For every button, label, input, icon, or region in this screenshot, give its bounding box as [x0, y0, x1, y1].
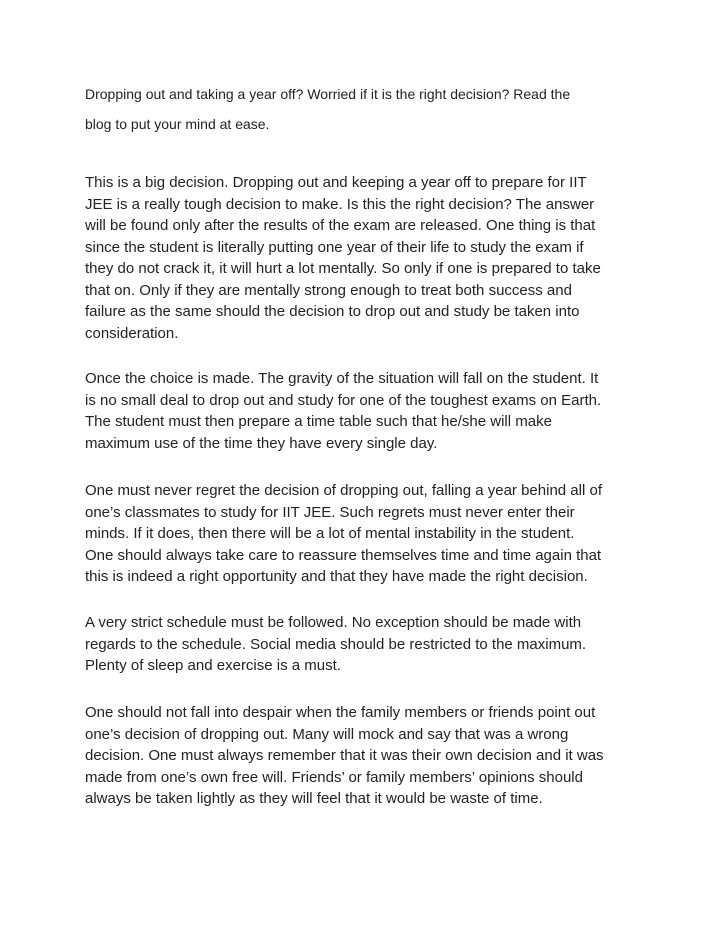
- paragraph-line: regards to the schedule. Social media should be restricted to the maximum.: [85, 635, 587, 653]
- paragraph-line: consideration.: [85, 324, 179, 342]
- paragraph-line: since the student is literally putting one year of their life to study the exam if: [85, 238, 584, 256]
- paragraph-line: One should always take care to reassure themselves time and time again that: [85, 546, 602, 564]
- paragraph-line: This is a big decision. Dropping out and keeping a year off to prepare for IIT: [85, 174, 587, 191]
- paragraph-line: will be found only after the results of the exam are released. One thing is that: [85, 217, 596, 234]
- intro-line-2: blog to put your mind at ease.: [85, 116, 270, 132]
- paragraph-line: decision. One must always remember that it was their own decision and it was: [85, 747, 604, 764]
- intro-line-1: Dropping out and taking a year off? Worried if it is the right decision? Read the: [85, 86, 571, 102]
- paragraph-line: Plenty of sleep and exercise is a must.: [85, 657, 341, 674]
- paragraph-5: [85, 702, 640, 810]
- paragraph-line: this is indeed a right opportunity and that they have made the right decision.: [85, 568, 588, 585]
- paragraph-line: is no small deal to drop out and study for one of the toughest exams on Earth.: [85, 391, 602, 409]
- paragraph-4: [85, 612, 640, 677]
- paragraph-1: [85, 172, 640, 344]
- paragraph-line: that on. Only if they are mentally strong enough to treat both success and: [85, 281, 572, 299]
- paragraph-line: minds. If it does, then there will be a lot of mental instability in the student.: [85, 525, 575, 542]
- paragraph-line: they do not crack it, it will hurt a lot mentally. So only if one is prepared to take: [85, 260, 601, 277]
- paragraph-line: one’s decision of dropping out. Many will mock and say that was a wrong: [85, 725, 569, 743]
- paragraph-line: Once the choice is made. The gravity of the situation will fall on the student. It: [85, 370, 599, 387]
- paragraph-line: One must never regret the decision of dropping out, falling a year behind all of: [85, 482, 602, 499]
- paragraph-3: [85, 480, 640, 588]
- paragraph-line: A very strict schedule must be followed. No exception should be made with: [85, 614, 582, 631]
- paragraph-line: maximum use of the time they have every single day.: [85, 434, 438, 452]
- paragraph-line: one’s classmates to study for IIT JEE. Such regrets must never enter their: [85, 503, 575, 521]
- paragraph-line: failure as the same should the decision to drop out and study be taken into: [85, 303, 580, 320]
- paragraph-line: JEE is a really tough decision to make. Is this the right decision? The answer: [85, 195, 595, 213]
- paragraph-line: always be taken lightly as they will feel that it would be waste of time.: [85, 790, 543, 807]
- paragraph-line: One should not fall into despair when the family members or friends point out: [85, 704, 596, 721]
- paragraph-line: The student must then prepare a time table such that he/she will make: [85, 413, 552, 430]
- paragraph-line: made from one’s own free will. Friends’ or family members’ opinions should: [85, 768, 583, 786]
- paragraph-2: [85, 368, 640, 454]
